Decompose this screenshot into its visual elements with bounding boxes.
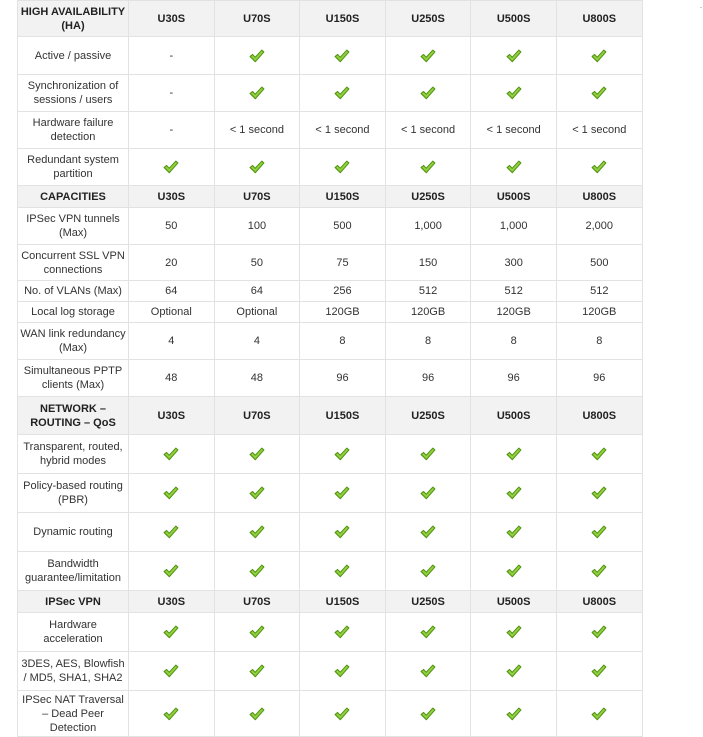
check-cell: [300, 37, 386, 75]
check-cell: [214, 513, 300, 552]
check-cell: [471, 652, 557, 691]
green-checkmark-icon: [506, 525, 522, 539]
check-cell: [471, 613, 557, 652]
value-cell: 64: [129, 281, 215, 302]
value-cell: 8: [471, 323, 557, 360]
value-cell: < 1 second: [471, 112, 557, 149]
green-checkmark-icon: [420, 160, 436, 174]
check-cell: [471, 75, 557, 112]
check-cell: [300, 652, 386, 691]
value-cell: 48: [214, 360, 300, 397]
value-cell: Optional: [214, 302, 300, 323]
green-checkmark-icon: [163, 525, 179, 539]
green-checkmark-icon: [249, 664, 265, 678]
check-cell: [556, 435, 642, 474]
feature-label: IPSec VPN tunnels (Max): [18, 208, 129, 245]
green-checkmark-icon: [249, 525, 265, 539]
check-cell: [129, 149, 215, 186]
green-checkmark-icon: [163, 486, 179, 500]
feature-label: Redundant system partition: [18, 149, 129, 186]
check-cell: [471, 37, 557, 75]
green-checkmark-icon: [420, 447, 436, 461]
check-cell: [471, 474, 557, 513]
model-header: U800S: [556, 397, 642, 435]
feature-label: Policy-based routing (PBR): [18, 474, 129, 513]
value-cell: < 1 second: [556, 112, 642, 149]
model-header: U800S: [556, 1, 642, 37]
value-cell: 64: [214, 281, 300, 302]
section-title: NETWORK – ROUTING – QoS: [18, 397, 129, 435]
check-cell: [556, 37, 642, 75]
check-cell: [471, 149, 557, 186]
check-cell: [300, 513, 386, 552]
check-cell: [385, 613, 471, 652]
green-checkmark-icon: [591, 664, 607, 678]
check-cell: [471, 691, 557, 737]
check-cell: [385, 652, 471, 691]
table-row: [18, 613, 643, 652]
table-row: [18, 302, 643, 323]
spec-table: [17, 0, 643, 737]
table-row: [18, 513, 643, 552]
value-cell: 96: [300, 360, 386, 397]
green-checkmark-icon: [420, 564, 436, 578]
green-checkmark-icon: [420, 49, 436, 63]
green-checkmark-icon: [334, 486, 350, 500]
check-cell: [385, 37, 471, 75]
table-row: [18, 37, 643, 75]
table-row: [18, 691, 643, 737]
feature-label: WAN link redundancy (Max): [18, 323, 129, 360]
green-checkmark-icon: [249, 707, 265, 721]
table-row: [18, 552, 643, 591]
model-header: U500S: [471, 397, 557, 435]
check-cell: [385, 513, 471, 552]
feature-label: Hardware acceleration: [18, 613, 129, 652]
value-cell: 1,000: [385, 208, 471, 245]
model-header: U150S: [300, 397, 386, 435]
check-cell: [556, 652, 642, 691]
check-cell: [556, 691, 642, 737]
model-header: U250S: [385, 397, 471, 435]
green-checkmark-icon: [506, 160, 522, 174]
model-header: U70S: [214, 1, 300, 37]
check-cell: [214, 613, 300, 652]
model-header: U800S: [556, 591, 642, 613]
green-checkmark-icon: [420, 707, 436, 721]
green-checkmark-icon: [163, 447, 179, 461]
check-cell: [385, 75, 471, 112]
edge-mark: [700, 7, 702, 8]
green-checkmark-icon: [334, 86, 350, 100]
green-checkmark-icon: [163, 160, 179, 174]
feature-label: Simultaneous PPTP clients (Max): [18, 360, 129, 397]
green-checkmark-icon: [249, 86, 265, 100]
feature-label: Bandwidth guarantee/limitation: [18, 552, 129, 591]
value-cell: 96: [385, 360, 471, 397]
check-cell: [300, 474, 386, 513]
green-checkmark-icon: [420, 625, 436, 639]
model-header: U150S: [300, 1, 386, 37]
model-header: U250S: [385, 1, 471, 37]
green-checkmark-icon: [591, 49, 607, 63]
green-checkmark-icon: [506, 664, 522, 678]
value-cell: 8: [300, 323, 386, 360]
check-cell: [556, 474, 642, 513]
green-checkmark-icon: [334, 664, 350, 678]
green-checkmark-icon: [249, 564, 265, 578]
value-cell: 96: [556, 360, 642, 397]
green-checkmark-icon: [334, 160, 350, 174]
check-cell: [300, 613, 386, 652]
feature-label: Hardware failure detection: [18, 112, 129, 149]
check-cell: [214, 75, 300, 112]
green-checkmark-icon: [163, 564, 179, 578]
green-checkmark-icon: [420, 86, 436, 100]
check-cell: [300, 149, 386, 186]
green-checkmark-icon: [420, 486, 436, 500]
section-title: IPSec VPN: [18, 591, 129, 613]
check-cell: [129, 652, 215, 691]
model-header: U30S: [129, 397, 215, 435]
section-header-row: [18, 1, 643, 37]
green-checkmark-icon: [591, 447, 607, 461]
green-checkmark-icon: [334, 525, 350, 539]
table-row: [18, 245, 643, 281]
value-cell: < 1 second: [385, 112, 471, 149]
table-row: [18, 652, 643, 691]
green-checkmark-icon: [163, 707, 179, 721]
value-cell: 20: [129, 245, 215, 281]
value-cell: 4: [214, 323, 300, 360]
check-cell: [129, 552, 215, 591]
green-checkmark-icon: [334, 625, 350, 639]
model-header: U250S: [385, 186, 471, 208]
value-cell: 96: [471, 360, 557, 397]
green-checkmark-icon: [506, 625, 522, 639]
green-checkmark-icon: [334, 564, 350, 578]
section-header-row: [18, 186, 643, 208]
green-checkmark-icon: [506, 49, 522, 63]
value-cell: < 1 second: [214, 112, 300, 149]
green-checkmark-icon: [591, 625, 607, 639]
check-cell: [556, 149, 642, 186]
value-cell: 120GB: [385, 302, 471, 323]
check-cell: [214, 149, 300, 186]
feature-label: Active / passive: [18, 37, 129, 75]
value-cell: Optional: [129, 302, 215, 323]
green-checkmark-icon: [249, 49, 265, 63]
green-checkmark-icon: [591, 564, 607, 578]
model-header: U250S: [385, 591, 471, 613]
model-header: U800S: [556, 186, 642, 208]
value-cell: -: [129, 37, 215, 75]
model-header: U70S: [214, 397, 300, 435]
value-cell: 48: [129, 360, 215, 397]
check-cell: [129, 435, 215, 474]
green-checkmark-icon: [334, 707, 350, 721]
green-checkmark-icon: [249, 625, 265, 639]
check-cell: [214, 37, 300, 75]
model-header: U150S: [300, 591, 386, 613]
table-row: [18, 474, 643, 513]
check-cell: [385, 474, 471, 513]
table-row: [18, 281, 643, 302]
value-cell: 2,000: [556, 208, 642, 245]
model-header: U30S: [129, 591, 215, 613]
green-checkmark-icon: [420, 525, 436, 539]
value-cell: 120GB: [300, 302, 386, 323]
value-cell: 256: [300, 281, 386, 302]
green-checkmark-icon: [591, 160, 607, 174]
table-row: [18, 323, 643, 360]
value-cell: < 1 second: [300, 112, 386, 149]
value-cell: -: [129, 75, 215, 112]
green-checkmark-icon: [506, 447, 522, 461]
check-cell: [471, 513, 557, 552]
section-header-row: [18, 397, 643, 435]
check-cell: [129, 513, 215, 552]
feature-label: Dynamic routing: [18, 513, 129, 552]
feature-label: Transparent, routed, hybrid modes: [18, 435, 129, 474]
check-cell: [385, 435, 471, 474]
model-header: U150S: [300, 186, 386, 208]
check-cell: [556, 552, 642, 591]
green-checkmark-icon: [249, 486, 265, 500]
check-cell: [300, 435, 386, 474]
value-cell: 8: [385, 323, 471, 360]
value-cell: 512: [471, 281, 557, 302]
green-checkmark-icon: [249, 160, 265, 174]
check-cell: [471, 552, 557, 591]
green-checkmark-icon: [506, 564, 522, 578]
check-cell: [385, 552, 471, 591]
green-checkmark-icon: [249, 447, 265, 461]
section-header-row: [18, 591, 643, 613]
green-checkmark-icon: [163, 625, 179, 639]
green-checkmark-icon: [506, 486, 522, 500]
check-cell: [471, 435, 557, 474]
value-cell: 500: [300, 208, 386, 245]
section-title: HIGH AVAILABILITY (HA): [18, 1, 129, 37]
check-cell: [300, 552, 386, 591]
check-cell: [556, 613, 642, 652]
feature-label: Synchronization of sessions / users: [18, 75, 129, 112]
feature-label: IPSec NAT Traversal – Dead Peer Detection: [18, 691, 129, 737]
check-cell: [129, 474, 215, 513]
model-header: U70S: [214, 591, 300, 613]
table-row: [18, 208, 643, 245]
model-header: U500S: [471, 591, 557, 613]
value-cell: 50: [214, 245, 300, 281]
green-checkmark-icon: [591, 525, 607, 539]
check-cell: [385, 691, 471, 737]
value-cell: 4: [129, 323, 215, 360]
check-cell: [556, 513, 642, 552]
model-header: U500S: [471, 1, 557, 37]
check-cell: [556, 75, 642, 112]
value-cell: 500: [556, 245, 642, 281]
table-row: [18, 112, 643, 149]
value-cell: 120GB: [556, 302, 642, 323]
value-cell: 512: [556, 281, 642, 302]
value-cell: 8: [556, 323, 642, 360]
table-row: [18, 360, 643, 397]
green-checkmark-icon: [334, 447, 350, 461]
check-cell: [214, 552, 300, 591]
check-cell: [129, 613, 215, 652]
model-header: U30S: [129, 1, 215, 37]
section-title: CAPACITIES: [18, 186, 129, 208]
value-cell: 300: [471, 245, 557, 281]
check-cell: [129, 691, 215, 737]
green-checkmark-icon: [591, 86, 607, 100]
check-cell: [385, 149, 471, 186]
value-cell: 75: [300, 245, 386, 281]
green-checkmark-icon: [334, 49, 350, 63]
green-checkmark-icon: [591, 707, 607, 721]
model-header: U30S: [129, 186, 215, 208]
check-cell: [214, 652, 300, 691]
feature-label: No. of VLANs (Max): [18, 281, 129, 302]
green-checkmark-icon: [506, 707, 522, 721]
feature-label: Concurrent SSL VPN connections: [18, 245, 129, 281]
check-cell: [300, 691, 386, 737]
feature-label: 3DES, AES, Blowfish / MD5, SHA1, SHA2: [18, 652, 129, 691]
value-cell: 100: [214, 208, 300, 245]
model-header: U70S: [214, 186, 300, 208]
check-cell: [214, 474, 300, 513]
value-cell: -: [129, 112, 215, 149]
table-row: [18, 435, 643, 474]
model-header: U500S: [471, 186, 557, 208]
table-row: [18, 75, 643, 112]
check-cell: [214, 691, 300, 737]
value-cell: 1,000: [471, 208, 557, 245]
green-checkmark-icon: [163, 664, 179, 678]
value-cell: 512: [385, 281, 471, 302]
check-cell: [214, 435, 300, 474]
green-checkmark-icon: [420, 664, 436, 678]
value-cell: 120GB: [471, 302, 557, 323]
green-checkmark-icon: [506, 86, 522, 100]
table-row: [18, 149, 643, 186]
value-cell: 150: [385, 245, 471, 281]
check-cell: [300, 75, 386, 112]
feature-label: Local log storage: [18, 302, 129, 323]
value-cell: 50: [129, 208, 215, 245]
green-checkmark-icon: [591, 486, 607, 500]
